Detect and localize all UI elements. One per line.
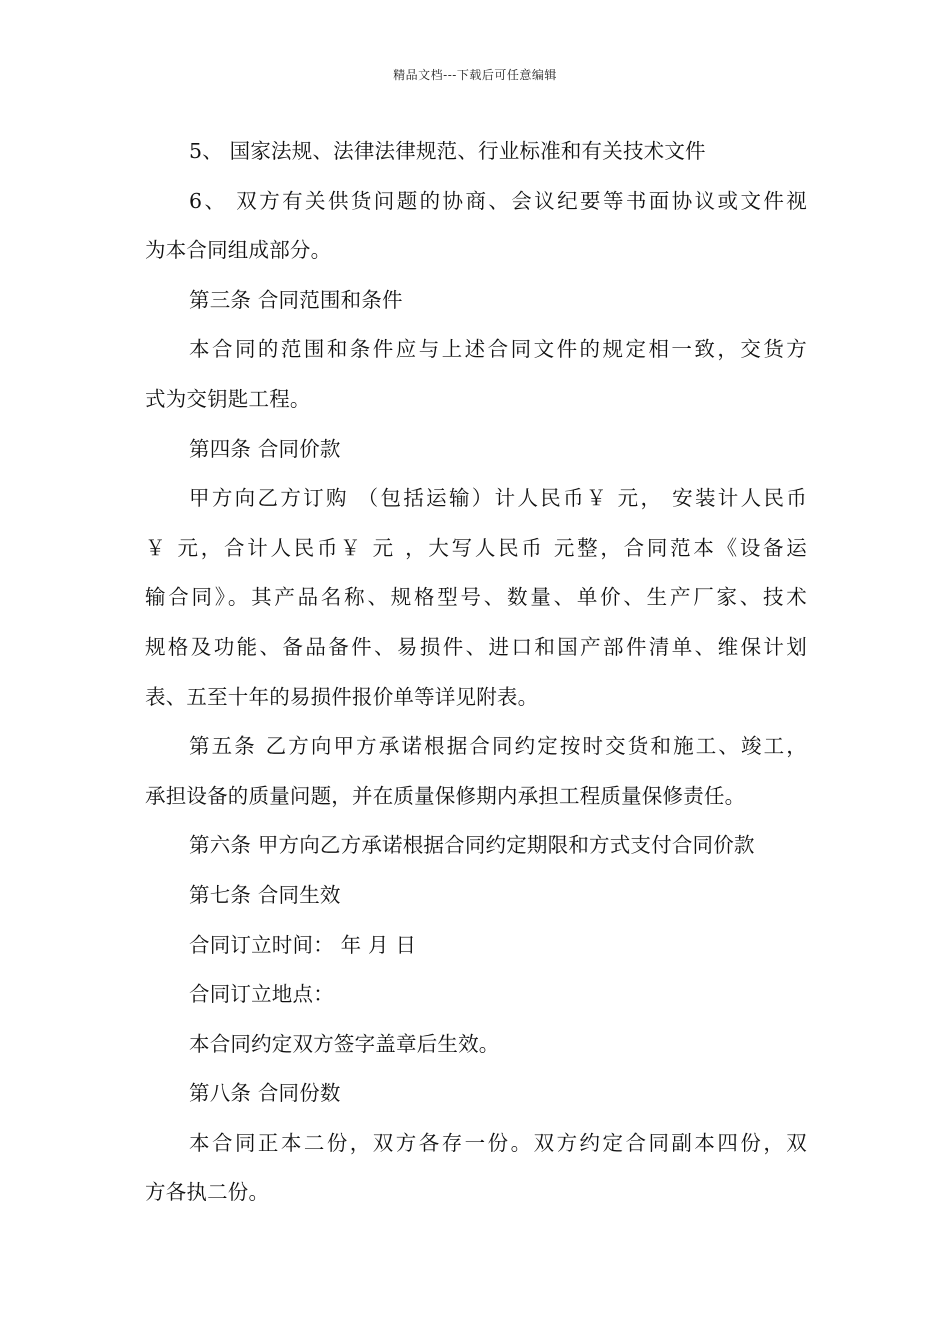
article-8-heading: 第八条 合同份数: [189, 1081, 341, 1106]
article-5-paragraph-continued: 承担设备的质量问题，并在质量保修期内承担工程质量保修责任。: [145, 783, 746, 808]
article-6-paragraph: 第六条 甲方向乙方承诺根据合同约定期限和方式支付合同价款: [189, 833, 755, 858]
article-4-paragraph-line-4: 规格及功能、备品备件、易损件、进口和国产部件清单、维保计划: [145, 634, 807, 659]
article-3-paragraph-continued: 式为交钥匙工程。: [145, 386, 311, 411]
effective-clause: 本合同约定双方签字盖章后生效。: [189, 1031, 500, 1056]
article-7-heading: 第七条 合同生效: [189, 882, 341, 907]
clause-item-6-continued: 为本合同组成部分。: [145, 238, 332, 263]
signing-place: 合同订立地点：: [189, 982, 334, 1007]
clause-item-5: 5、 国家法规、法律法律规范、行业标准和有关技术文件: [189, 139, 706, 163]
page-header: 精品文档---下载后可任意编辑: [393, 68, 557, 82]
article-3-heading: 第三条 合同范围和条件: [189, 287, 403, 312]
article-4-paragraph: 甲方向乙方订购 （包括运输）计人民币￥ 元， 安装计人民币: [189, 486, 807, 511]
signing-date: 合同订立时间： 年 月 日: [189, 932, 417, 957]
article-4-paragraph-line-3: 输合同》。其产品名称、规格型号、数量、单价、生产厂家、技术: [145, 585, 807, 610]
article-4-paragraph-line-5: 表、五至十年的易损件报价单等详见附表。: [145, 684, 539, 709]
document-body: [145, 127, 807, 1218]
article-3-paragraph: 本合同的范围和条件应与上述合同文件的规定相一致，交货方: [189, 337, 807, 362]
article-4-paragraph-line-2: ￥ 元，合计人民币￥ 元 ，大写人民币 元整，合同范本《设备运: [145, 535, 807, 560]
article-5-paragraph: 第五条 乙方向甲方承诺根据合同约定按时交货和施工、竣工，: [189, 734, 807, 759]
article-8-paragraph: 本合同正本二份，双方各存一份。双方约定合同副本四份，双: [189, 1130, 807, 1155]
article-4-heading: 第四条 合同价款: [189, 436, 341, 461]
article-8-paragraph-continued: 方各执二份。: [145, 1180, 270, 1205]
clause-item-6: 6、 双方有关供货问题的协商、会议纪要等书面协议或文件视: [189, 188, 807, 213]
